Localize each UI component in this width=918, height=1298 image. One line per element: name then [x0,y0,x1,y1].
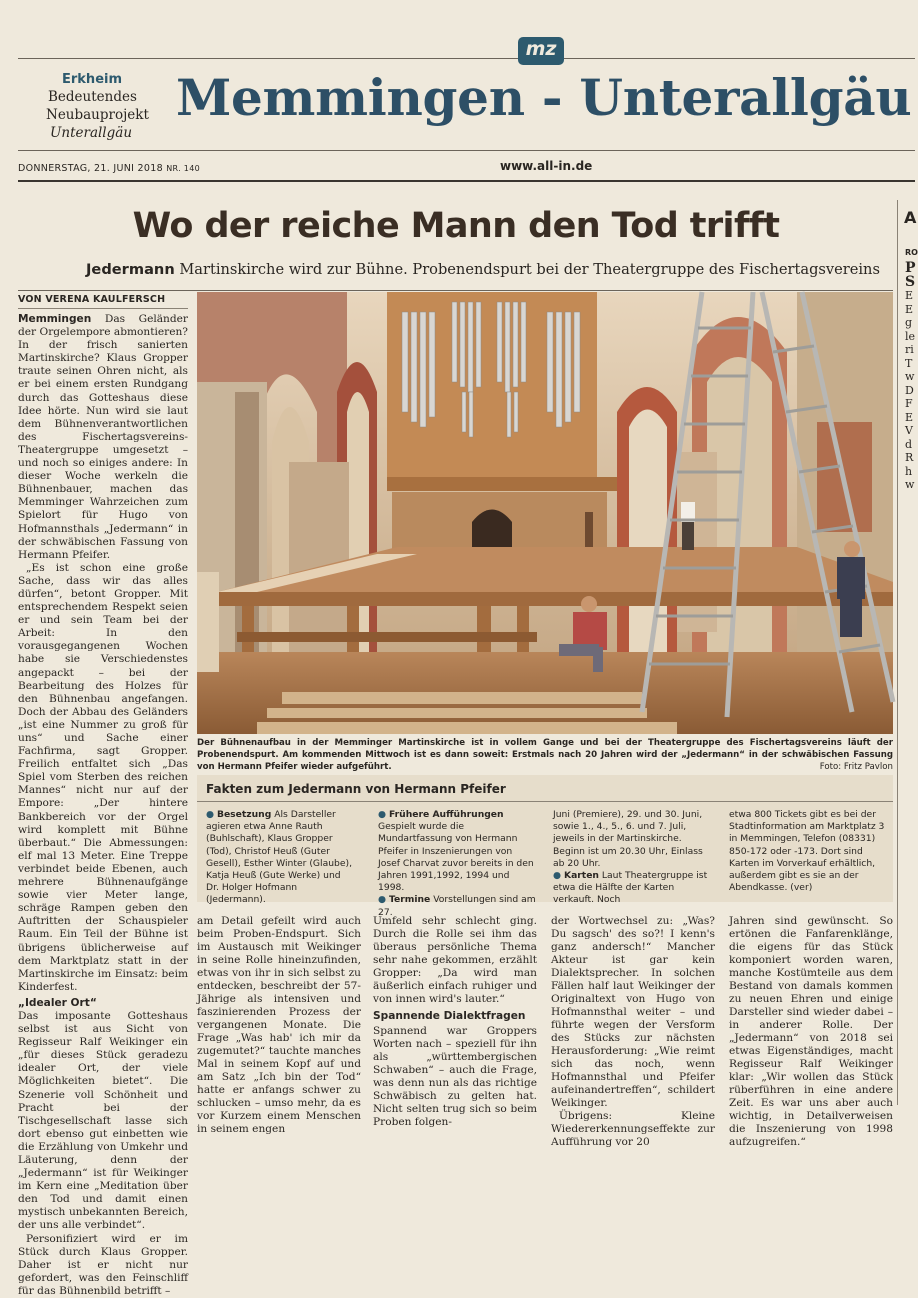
facts-text: etwa 800 Tickets gibt es bei der Stadtinformation am Marktplatz 3 in Memmingen, Telefon (08331) 850-172 oder -173. Dort sind Karten im Vorverkauf erhältlich, außerdem gibt es sie an der Abendkasse. (ver) [729,809,885,894]
photo-credit: Foto: Fritz Pavlon [819,762,893,772]
paragraph: „Es ist schon eine große Sache, dass wir das alles dürfen“, betont Gropper. Mit entsprechendem Respekt seien er und sein Team bei der Arbeit: In den vorausgegangenen Wochen habe sie Verschiedenstes angepackt – bei der Bearbeitung des Holzes für den Bühnenbau angefangen. Doch der Abbau des Geländers „ist eine Nummer zu groß für uns“ und Sache einer Fachfirma, sagt Gropper. Freilich entfaltet sich „Das Spiel vom Sterben des reichen Mannes“ nicht nur auf der Empore: „Der hintere Bankbereich vor der Orgel wird komplett mit Bühne überbaut.“ Die Abmessungen: elf mal 13 Meter. Eine Treppe verbindet beide Ebenen, auch mehrere Bühnenaufgänge sowie vier Meter lange, schräge Rampen geben den Auftritten der Schauspieler Raum. Ein Teil der Bühne ist übrigens üblicherweise auf dem Marktplatz statt in der Martinskirche im Einsatz: beim Kinderfest. [18,561,188,993]
facts-col2: ● Frühere Aufführungen Gespielt wurde die Mundartfassung von Hermann Pfeifer in Inszenierungen von Josef Charvat zuvor bereits in den Jahren 1991,1992, 1994 und 1998. ● Termine Vorstellungen sind am 27. [378,809,536,918]
photo-caption [197,737,893,773]
issue-number: NR. 140 [166,164,200,173]
kicker: Jedermann [86,261,175,278]
facts-label: Karten [563,870,599,882]
facts-text: Vorstellungen sind am 27. [378,894,536,918]
body-col-1: am Detail gefeilt wird auch beim Proben-Endspurt. Sich im Austausch mit Weikinger in seine Rolle hineinzufinden, etwas von ihr in sich selbst zu entdecken, beschreibt der 57-Jährige als intensiven und faszinierenden Prozess der vergangenen Monate. Die Frage „Was hab' ich mir da zugemutet?“ tauchte manches Mal in seinem Kopf auf und am Satz „Ich bin der Tod“ hatte er anfangs schwer zu schlucken – umso mehr, da es vor Kurzem einem Menschen in seinem engen [197,915,361,1135]
church-photo [197,292,893,734]
caption-text: Der Bühnenaufbau in der Memminger Martinskirche ist in vollem Gange und bei der Theatergruppe des Fischertagsvereins läuft der Probenendspurt. Am kommenden Mittwoch ist es dann soweit: Erstmals nach 20 Jahren wird der „Jedermann“ in der schwäbischen Fassung von Hermann Pfeifer wieder aufgeführt. [197,738,893,772]
website-link[interactable]: www.all-in.de [500,159,593,173]
teaser-line2: Neubauprojekt [46,107,149,123]
paragraph: Das Geländer der Orgelempore abmontieren? In der frisch sanierten Martinskirche? Klaus Gropper traute seinen Ohren nicht, als er bei einem ersten Rundgang durch das Gotteshaus diese Idee hörte. Nun wird sie laut dem Bühnenverantwortlichen des Fischertagsvereins-Theatergruppe umgesetzt – und noch so einiges andere: In dieser Woche werkeln die Bühnenbauer, machen das Memminger Wahrzeichen zum Spielort für Hugo von Hofmannsthals „Jedermann“ in der schwäbischen Fassung von Hermann Pfeifer. [18,313,188,561]
paragraph: Personifiziert wird er im Stück durch Klaus Gropper. Daher ist er nicht nur gefordert, was den Feinschliff für das Bühnenbild betrifft – [18,1232,188,1297]
section-heading: „Idealer Ort“ [18,996,97,1009]
facts-col4 [729,809,887,894]
facts-col1: ● Besetzung Als Darsteller agieren etwa Anne Rauth (Buhlschaft), Klaus Gropper (Tod), Christof Heuß (Guter Gesell), Esther Winter (Glaube), Katja Heuß (Gute Werke) und Dr. Holger Hofmann (Jedermann). [206,809,353,906]
facts-text: Als Darsteller agieren etwa Anne Rauth (Buhlschaft), Klaus Gropper (Tod), Christof Heuß (Guter Gesell), Esther Winter (Glaube), Katja Heuß (Gute Werke) und Dr. Holger Hofmann (Jedermann). [206,809,353,906]
body-col-4: Jahren sind gewünscht. So ertönen die Fanfarenklänge, die eigens für das Stück komponiert worden waren, manche Kostümteile aus dem Bestand von damals kommen zu neuen Ehren und einige Darsteller sind wieder dabei – in anderer Rolle. Der „Jedermann“ von 2018 sei etwas Eigenständiges, macht Regisseur Ralf Weikinger klar: „Wir wollen das Stück rüberführen in eine andere Zeit. Es war uns aber auch wichtig, in Detailverweisen die Inszenierung von 1998 aufzugreifen.“ [729,915,893,1148]
section-heading: Spannende Dialektfragen [373,1010,526,1022]
headline: Wo der reiche Mann den Tod trifft [132,206,780,246]
edge-letters: P S E E g le ri T w D F E V d R h w [905,260,916,491]
teaser-region: Unterallgäu [50,125,133,141]
logo-text: mz [525,38,557,60]
issue-date [18,163,200,174]
byline: VON VERENA KAULFERSCH [18,294,166,305]
lead-place: Memmingen [18,313,92,325]
facts-title: Fakten zum Jedermann von Hermann Pfeifer [206,782,506,796]
facts-text: Juni (Premiere), 29. und 30. Juni, sowie 1., 4., 5., 6. und 7. Juli, jeweils in der Martinskirche. Beginn ist um 20.30 Uhr, Einlass ab 20 Uhr. [553,809,703,869]
facts-col3: Juni (Premiere), 29. und 30. Juni, sowie 1., 4., 5., 6. und 7. Juli, jeweils in der Martinskirche. Beginn ist um 20.30 Uhr, Einlass ab 20 Uhr. ● Karten Laut Theatergruppe ist etwa die Hälfte der Karten verkauft. Noch [553,809,708,906]
subheadline [86,261,880,278]
paragraph: Spannend war Groppers Worten nach – speziell für ihn als „württembergischen Schwaben“ – auch die Frage, was denn nun als das richtige Schwäbisch zu gelten hat. Nicht selten trug sich so beim Proben folgen- [373,1025,537,1128]
body-col-2 [373,915,537,1129]
paragraph: der Wortwechsel zu: „Was? Du sagsch' des so?! I kenn's ganz andersch!“ Mancher Akteur ist gar kein Dialektsprecher. In solchen Fällen half laut Weikinger der Originaltext von Hugo von Hofmannsthal weiter – und führte wegen der Versform des Stücks zur nächsten Herausforderung: „Wie reimt sich das noch, wenn Hofmannsthal und Pfeifer aufeinandertreffen“, schildert Weikinger. [551,915,715,1109]
facts-text: Laut Theatergruppe ist etwa die Hälfte der Karten verkauft. Noch [553,870,708,906]
teaser-line1: Bedeutendes [48,89,137,105]
date: DONNERSTAG, 21. JUNI 2018 [18,163,163,174]
paragraph: Das imposante Gotteshaus selbst ist aus Sicht von Regisseur Ralf Weikinger ein „für dieses Stück geradezu idealer Ort, der viele Möglichkeiten bietet“. Die Szenerie voll Schönheit und Pracht bei der Tischgesellschaft lasse sich dort ebenso gut einbetten wie die Erzählung von Umkehr und Läuterung, denn der „Jedermann“ ist für Weikinger im Kern eine „Meditation über den Tod und damit einen mystisch unbekannten Bereich, der uns alle verbindet“. [18,1009,188,1232]
photo-illustration [197,292,893,734]
paragraph: Umfeld sehr schlecht ging. Durch die Rolle sei ihm das überaus persönliche Thema sehr nahe gekommen, erzählt Gropper: „Da wird man äußerlich einfach ruhiger und von innen wird's lauter.“ [373,915,537,1005]
newspaper-title: Memmingen - Unterallgäu [176,68,912,127]
body-col-3 [551,915,715,1149]
teaser-town[interactable]: Erkheim [62,72,123,87]
edge-kicker: RO [905,248,918,257]
facts-text: Gespielt wurde die Mundartfassung von Hermann Pfeifer in Inszenierungen von Josef Charvat zuvor bereits in den Jahren 1991,1992, 1994 und 1998. [378,821,534,894]
facts-label: Termine [388,894,431,906]
edge-heading: A [904,208,917,227]
facts-label: Besetzung [216,809,272,820]
subheadline-text: Martinskirche wird zur Bühne. Probenendspurt bei der Theatergruppe des Fischertagsvereins [179,261,880,278]
left-column-text [18,313,188,1298]
paragraph: Übrigens: Kleine Wiedererkennungseffekte zur Aufführung vor 20 [551,1110,715,1148]
facts-label: Frühere Aufführungen [388,809,504,820]
